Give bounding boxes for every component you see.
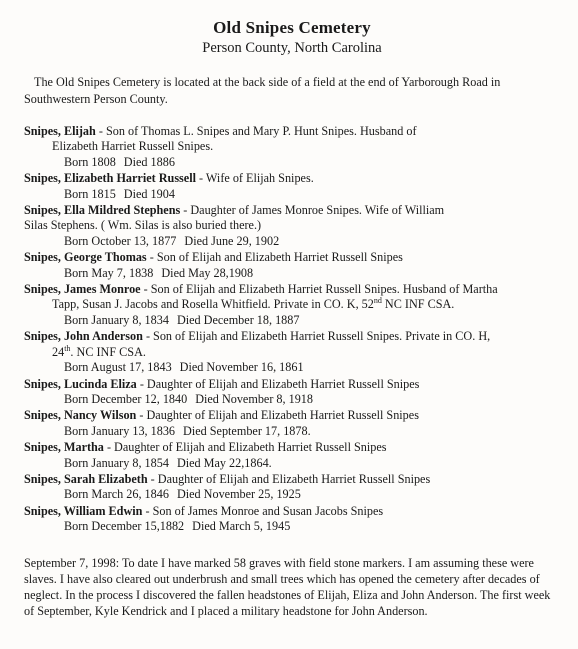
entry-dates xyxy=(24,456,560,471)
entry-name: Snipes, Nancy Wilson xyxy=(24,408,137,423)
burial-entry xyxy=(24,171,560,202)
burial-list xyxy=(24,124,560,535)
entry-born: Born 1808 xyxy=(64,154,116,169)
entry-born: Born January 8, 1854 xyxy=(64,455,169,470)
entry-description: - Daughter of James Monroe Snipes. Wife of William xyxy=(180,203,445,218)
burial-entry xyxy=(24,408,560,439)
entry-description-cont: 24th. NC INF CSA. xyxy=(52,343,146,359)
entry-died: Died November 8, 1918 xyxy=(195,391,313,406)
entry-died: Died 1904 xyxy=(123,186,175,201)
entry-description: - Daughter of Elijah and Elizabeth Harriet Russell Snipes xyxy=(136,376,420,391)
entry-dates xyxy=(24,360,560,375)
entry-dates xyxy=(24,266,560,281)
burial-entry xyxy=(24,203,560,249)
entry-born: Born January 13, 1836 xyxy=(64,423,176,438)
burial-entry xyxy=(24,377,560,408)
entry-born: Born January 8, 1834 xyxy=(64,312,169,327)
entry-dates xyxy=(24,392,560,407)
entry-description-cont: Elizabeth Harriet Russell Snipes. xyxy=(52,139,214,154)
entry-born: Born March 26, 1846 xyxy=(64,487,169,502)
entry-name: Snipes, Ella Mildred Stephens xyxy=(24,203,181,218)
entry-born: Born 1815 xyxy=(64,186,116,201)
entry-died: Died December 18, 1887 xyxy=(176,312,300,327)
burial-entry xyxy=(24,504,560,535)
entry-description: - Wife of Elijah Snipes. xyxy=(195,171,314,186)
entry-name: Snipes, Martha xyxy=(24,440,104,455)
entry-died: Died May 28,1908 xyxy=(161,265,254,280)
entry-dates xyxy=(24,487,560,502)
entry-born: Born October 13, 1877 xyxy=(64,233,177,248)
burial-entry xyxy=(24,329,560,375)
entry-description: - Son of James Monroe and Susan Jacobs Snipes xyxy=(142,503,384,518)
entry-name: Snipes, William Edwin xyxy=(24,503,143,518)
entry-description: - Daughter of Elijah and Elizabeth Harriet Russell Snipes xyxy=(147,471,431,486)
entry-born: Born August 17, 1843 xyxy=(64,360,172,375)
burial-entry xyxy=(24,440,560,471)
closing-note: September 7, 1998: To date I have marked 58 graves with field stone markers. I am assuming these were slaves. I have also cleared out underbrush and small trees which has opened the cemetery after decades of neglect. In the process I discovered the fallen headstones of Elijah, Eliza and John Anderson. The first week of September, Kyle Kendrick and I placed a military headstone for John Anderson. xyxy=(24,555,551,618)
page-title: Old Snipes Cemetery xyxy=(213,18,371,37)
entry-born: Born December 15,1882 xyxy=(64,519,185,534)
entry-description: - Daughter of Elijah and Elizabeth Harriet Russell Snipes xyxy=(103,440,387,455)
entry-name: Snipes, George Thomas xyxy=(24,250,147,265)
entry-description: - Son of Elijah and Elizabeth Harriet Russell Snipes. Husband of Martha xyxy=(140,282,498,297)
entry-dates xyxy=(24,519,560,534)
entry-dates xyxy=(24,424,560,439)
entry-description-cont: Silas Stephens. ( Wm. Silas is also buried there.) xyxy=(24,218,262,233)
entry-name: Snipes, Lucinda Eliza xyxy=(24,376,137,391)
entry-description: - Daughter of Elijah and Elizabeth Harriet Russell Snipes xyxy=(136,408,419,423)
burial-entry xyxy=(24,282,560,328)
entry-died: Died March 5, 1945 xyxy=(192,519,291,534)
entry-died: Died 1886 xyxy=(123,154,175,169)
entry-description: - Son of Elijah and Elizabeth Harriet Russell Snipes. Private in CO. H, xyxy=(142,329,491,344)
entry-dates xyxy=(24,155,560,170)
burial-entry xyxy=(24,124,560,170)
entry-name: Snipes, Sarah Elizabeth xyxy=(24,471,148,486)
entry-name: Snipes, James Monroe xyxy=(24,282,141,297)
entry-born: Born December 12, 1840 xyxy=(64,391,188,406)
intro-paragraph: The Old Snipes Cemetery is located at the back side of a field at the end of Yarborough Road in Southwestern Person County. xyxy=(24,75,501,106)
entry-name: Snipes, Elijah xyxy=(24,124,96,138)
entry-died: Died November 25, 1925 xyxy=(176,487,301,502)
entry-died: Died June 29, 1902 xyxy=(184,233,280,248)
entry-dates xyxy=(24,313,560,328)
entry-name: Snipes, Elizabeth Harriet Russell xyxy=(24,171,196,186)
burial-entry xyxy=(24,472,560,503)
entry-name: Snipes, John Anderson xyxy=(24,329,143,344)
entry-description-cont: Tapp, Susan J. Jacobs and Rosella Whitfield. Private in CO. K, 52nd NC INF CSA. xyxy=(52,296,455,312)
entry-died: Died November 16, 1861 xyxy=(179,360,304,375)
entry-description: - Son of Thomas L. Snipes and Mary P. Hunt Snipes. Husband of xyxy=(95,124,417,138)
burial-entry xyxy=(24,250,560,281)
entry-dates xyxy=(24,187,560,202)
page-subtitle: Person County, North Carolina xyxy=(202,40,382,56)
entry-dates xyxy=(24,234,560,249)
entry-born: Born May 7, 1838 xyxy=(64,265,154,280)
entry-died: Died September 17, 1878. xyxy=(183,423,311,438)
entry-description: - Son of Elijah and Elizabeth Harriet Russell Snipes xyxy=(146,250,403,265)
entry-died: Died May 22,1864. xyxy=(176,455,272,470)
